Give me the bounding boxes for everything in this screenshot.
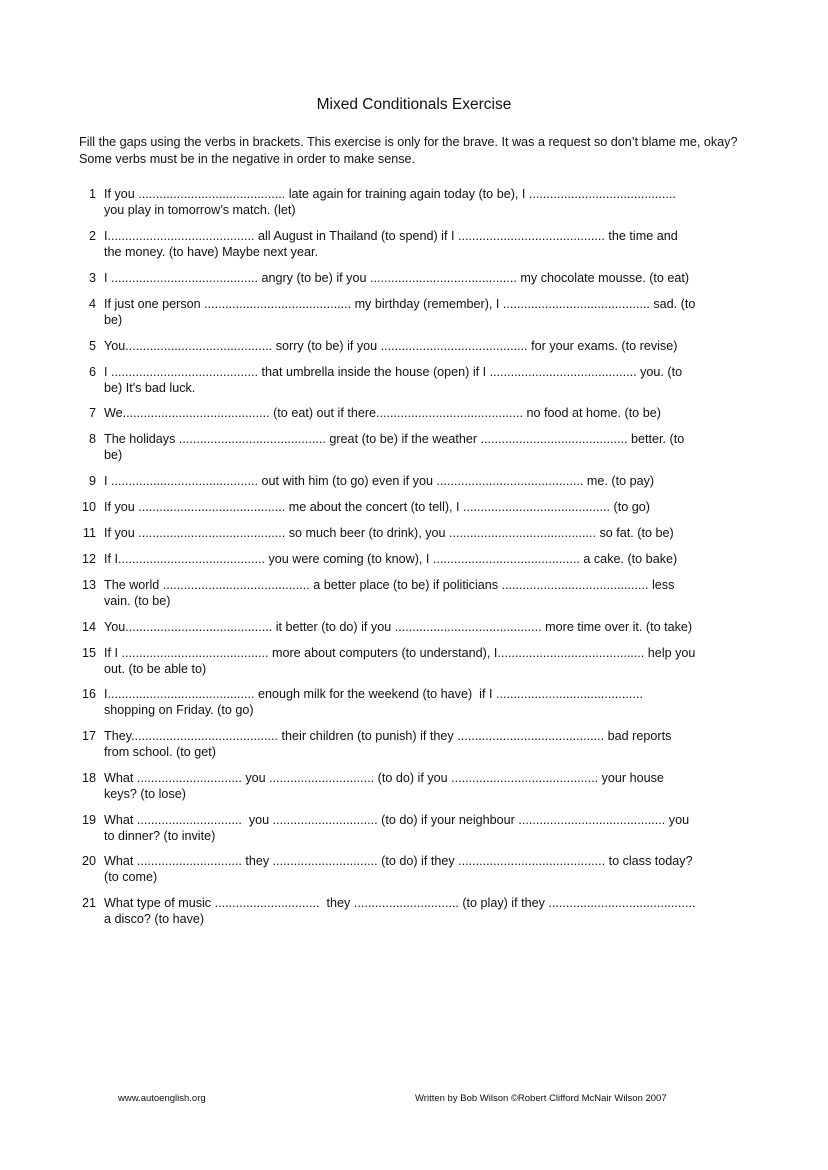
- instructions: Fill the gaps using the verbs in brackets. This exercise is only for the brave. It was a request so don’t blame me, okay? Some verbs must be in the negative in order to make sense.: [79, 135, 738, 166]
- exercise-sentence: If you .......................................... late again for training again today (to be), I .......................................... you play in tomorrow’s match. (let): [104, 187, 676, 217]
- footer-credit: Written by Bob Wilson ©Robert Clifford McNair Wilson 2007: [415, 1093, 667, 1104]
- exercise-sentence: The holidays .......................................... great (to be) if the weather .......................................... better. (to be): [104, 432, 685, 462]
- exercise-sentence: If you .......................................... me about the concert (to tell), I .......................................... (to go): [104, 500, 650, 514]
- exercise-sentence: We.......................................... (to eat) out if there.......................................... no food at home. (to be): [104, 406, 661, 420]
- exercise-sentence: I .......................................... that umbrella inside the house (open) if I .......................................... you. (to be) It's bad luck.: [104, 365, 683, 395]
- exercise-sentence: What .............................. they .............................. (to do) if they .......................................... to class today? (to come): [104, 854, 693, 884]
- exercise-number: 12: [81, 552, 96, 566]
- exercise-number: 17: [81, 729, 96, 743]
- page-title: Mixed Conditionals Exercise: [316, 96, 512, 113]
- exercise-number: 8: [88, 432, 96, 446]
- exercise-sentence: If I.......................................... you were coming (to know), I .......................................... a cake. (to bake): [104, 552, 678, 566]
- exercise-sentence: You.......................................... sorry (to be) if you .......................................... for your exams. (to revise): [104, 339, 678, 353]
- exercise-sentence: If I .......................................... more about computers (to understand), I.......................................... help you out. (to be able to): [104, 646, 696, 676]
- exercise-number: 6: [88, 365, 96, 379]
- exercise-number: 1: [88, 187, 96, 201]
- exercise-number: 16: [81, 687, 96, 701]
- exercise-number: 20: [81, 854, 96, 868]
- exercise-number: 7: [88, 406, 96, 420]
- exercise-sentence: If you .......................................... so much beer (to drink), you .......................................... so fat. (to be): [104, 526, 674, 540]
- exercise-sentence: The world .......................................... a better place (to be) if politicians .......................................... less vain. (to be): [104, 578, 675, 608]
- exercise-number: 19: [81, 813, 96, 827]
- exercise-number: 4: [88, 297, 96, 311]
- exercise-number: 13: [81, 578, 96, 592]
- exercise-sentence: What .............................. you .............................. (to do) if you .......................................... your house keys? (to lose): [104, 771, 664, 801]
- exercise-number: 11: [82, 526, 96, 540]
- exercise-sentence: They.......................................... their children (to punish) if they .......................................... bad reports from school. (to get): [104, 729, 672, 759]
- exercise-number: 2: [88, 229, 96, 243]
- exercise-number: 21: [81, 896, 96, 910]
- exercise-sentence: If just one person .......................................... my birthday (remember), I .......................................... sad. (to be): [104, 297, 696, 327]
- exercise-number: 9: [88, 474, 96, 488]
- exercise-number: 10: [81, 500, 96, 514]
- exercise-sentence: I .......................................... angry (to be) if you .......................................... my chocolate mousse. (to eat): [104, 271, 690, 285]
- exercise-number: 18: [81, 771, 96, 785]
- exercise-number: 15: [81, 646, 96, 660]
- exercise-sentence: You.......................................... it better (to do) if you .......................................... more time over it. (to take): [104, 620, 693, 634]
- exercise-sentence: I .......................................... out with him (to go) even if you .......................................... me. (to pay): [104, 474, 655, 488]
- exercise-number: 3: [88, 271, 96, 285]
- exercise-sentence: I.......................................... enough milk for the weekend (to have) if I .......................................... shopping on Friday. (to go): [104, 687, 643, 717]
- exercise-number: 14: [81, 620, 96, 634]
- exercise-sentence: What .............................. you .............................. (to do) if your neighbour .......................................... you to dinner? (to invite): [104, 813, 690, 843]
- exercise-sentence: I.......................................... all August in Thailand (to spend) if I .......................................... the time and the money. (to have) Maybe next year.: [104, 229, 678, 259]
- exercise-number: 5: [88, 339, 96, 353]
- exercise-sentence: What type of music .............................. they .............................. (to play) if they .......................................... a disco? (to have): [104, 896, 696, 926]
- footer-website: www.autoenglish.org: [118, 1093, 206, 1104]
